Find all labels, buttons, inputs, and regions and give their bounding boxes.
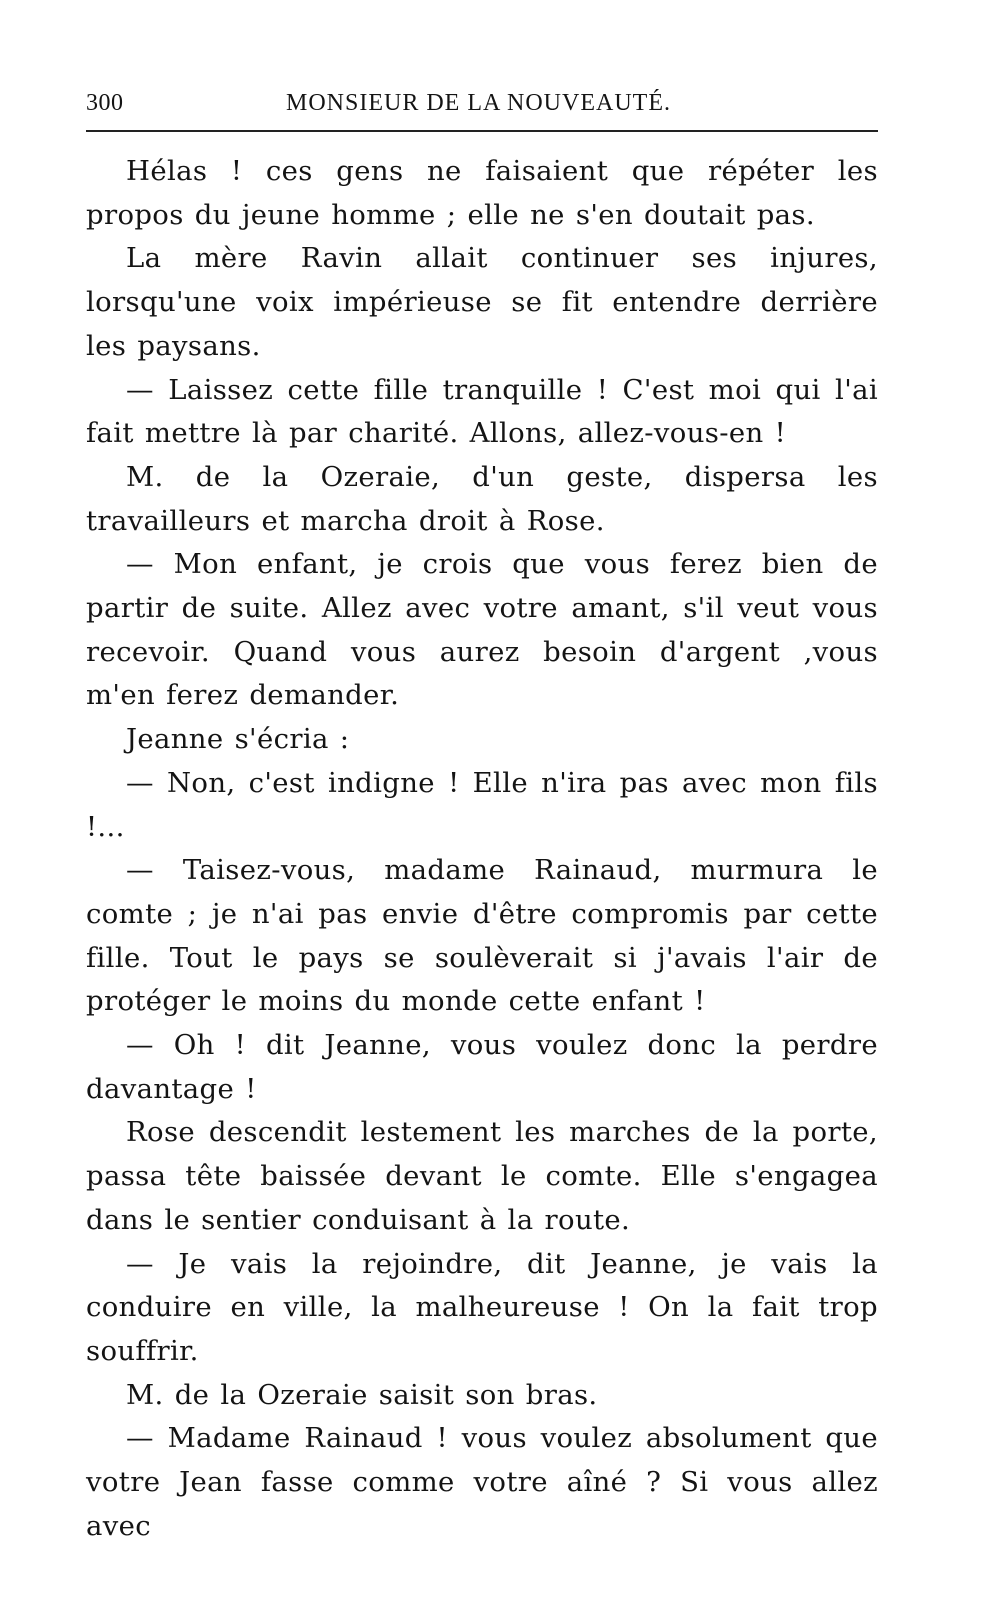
paragraph: La mère Ravin allait continuer ses injures, lorsqu'une voix impérieuse se fit entendre derrière les paysans.	[86, 242, 878, 362]
page-number: 300	[86, 90, 124, 116]
body-text	[86, 150, 878, 1549]
paragraph: Rose descendit lestement les marches de la porte, passa tête baissée devant le comte. Elle s'engagea dans le sentier conduisant à la route.	[86, 1116, 878, 1236]
book-page	[86, 84, 878, 1549]
paragraph: — Madame Rainaud ! vous voulez absolument que votre Jean fasse comme votre aîné ? Si vous allez avec	[86, 1422, 878, 1542]
paragraph: — Non, c'est indigne ! Elle n'ira pas avec mon fils !...	[86, 766, 878, 843]
paragraph: M. de la Ozeraie, d'un geste, dispersa les travailleurs et marcha droit à Rose.	[86, 460, 878, 537]
paragraph: Jeanne s'écria :	[126, 723, 350, 756]
paragraph: — Taisez-vous, madame Rainaud, murmura le comte ; je n'ai pas envie d'être compromis par cette fille. Tout le pays se soulèverait si j'avais l'air de protéger le moins du monde cette enfant !	[86, 854, 878, 1018]
paragraph: M. de la Ozeraie saisit son bras.	[126, 1378, 598, 1411]
header-rule	[86, 130, 878, 132]
paragraph: — Oh ! dit Jeanne, vous voulez donc la perdre davantage !	[86, 1029, 878, 1105]
running-title: MONSIEUR DE LA NOUVEAUTÉ.	[286, 90, 671, 116]
paragraph: — Mon enfant, je crois que vous ferez bien de partir de suite. Allez avec votre amant, s'il veut vous recevoir. Quand vous aurez besoin d'argent ,vous m'en ferez demander.	[86, 548, 878, 712]
paragraph: Hélas ! ces gens ne faisaient que répéter les propos du jeune homme ; elle ne s'en doutait pas.	[86, 155, 878, 231]
running-head	[86, 84, 878, 120]
paragraph: — Je vais la rejoindre, dit Jeanne, je vais la conduire en ville, la malheureuse ! On la fait trop souffrir.	[86, 1247, 878, 1367]
paragraph: — Laissez cette fille tranquille ! C'est moi qui l'ai fait mettre là par charité. Allons, allez-vous-en !	[86, 373, 878, 450]
